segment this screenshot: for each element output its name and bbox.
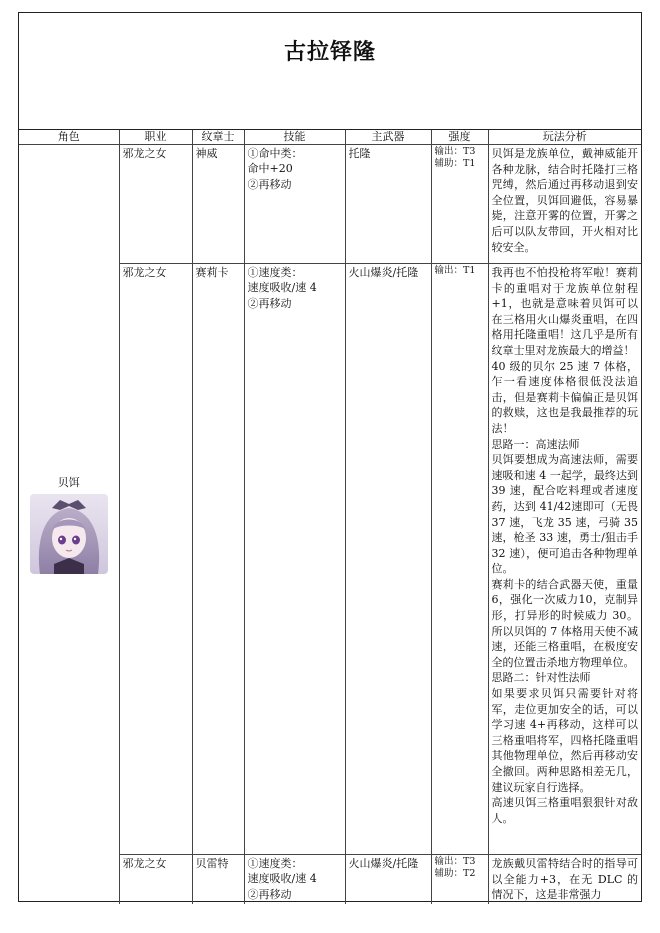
strength-line: 输出：T1 bbox=[434, 265, 476, 276]
analysis-paragraph: 贝饵是龙族单位，戴神威能开各种龙脉，结合时托隆打三格咒缚，然后通过再移动退到安全位置，贝饵回避低，容易暴毙，注意开雾的位置，开雾之后可以队友带回，开火相对比较安全。 bbox=[491, 147, 638, 254]
skill-line: 命中+20 bbox=[247, 162, 293, 176]
analysis-paragraph: 我再也不怕投枪将军啦！赛莉卡的重唱对于龙族单位射程+1，也就是意味着贝饵可以在三格用火山爆炎重唱，在四格用托隆重唱！这几乎是所有纹章士里对龙族最大的增益！ bbox=[491, 266, 638, 357]
header-analysis: 玩法分析 bbox=[488, 130, 641, 145]
strength-cell bbox=[431, 145, 488, 264]
header-row bbox=[19, 130, 641, 145]
analysis-paragraph: 高速贝饵三格重唱狠狠针对敌人。 bbox=[491, 796, 638, 825]
analysis-heading: 思路一：高速法师 bbox=[491, 437, 580, 451]
analysis-paragraph: 40 级的贝尔 25 速 7 体格，乍一看速度体格很低没法追击，但是赛莉卡偏偏正是贝饵的救赎，这也是我最推荐的玩法！ bbox=[491, 359, 638, 435]
header-emblem: 纹章士 bbox=[192, 130, 244, 145]
skill-line: ①命中类： bbox=[247, 147, 303, 160]
header-role: 角色 bbox=[19, 130, 119, 145]
analysis-cell bbox=[488, 264, 641, 855]
role-cell bbox=[19, 145, 119, 904]
skill-line: 速度吸收/速 4 bbox=[247, 281, 317, 295]
header-job: 职业 bbox=[119, 130, 192, 145]
analysis-cell bbox=[488, 145, 641, 264]
skill-line: ②再移动 bbox=[247, 177, 292, 191]
strength-cell bbox=[431, 855, 488, 904]
analysis-paragraph: 龙族戴贝雷特结合时的指导可以全能力+3，在无 DLC 的情况下，这是非常强力 bbox=[491, 857, 638, 902]
header-weapon: 主武器 bbox=[345, 130, 431, 145]
weapon-cell: 托隆 bbox=[345, 145, 431, 264]
strength-cell bbox=[431, 264, 488, 855]
job-cell: 邪龙之女 bbox=[119, 855, 192, 904]
document-page bbox=[18, 12, 642, 902]
skill-line: ①速度类： bbox=[247, 266, 303, 279]
job-cell: 邪龙之女 bbox=[119, 145, 192, 264]
analysis-heading: 思路二：针对性法师 bbox=[491, 671, 591, 685]
skill-line: ②再移动 bbox=[247, 887, 292, 901]
header-strength: 强度 bbox=[431, 130, 488, 145]
job-cell: 邪龙之女 bbox=[119, 264, 192, 855]
skills-cell bbox=[244, 855, 345, 904]
skills-cell bbox=[244, 264, 345, 855]
build-table bbox=[19, 130, 641, 904]
emblem-cell: 贝雷特 bbox=[192, 855, 244, 904]
skill-line: ①速度类： bbox=[247, 857, 303, 870]
weapon-cell: 火山爆炎/托隆 bbox=[345, 264, 431, 855]
analysis-paragraph: 贝饵要想成为高速法师，需要速吸和速 4 一起学，最终达到 39 速，配合吃料理或者速度药，达到 41/42速即可（无畏 37 速，飞龙 35 速，弓骑 35 速，枪圣 33 速，勇士/狙击手 32 速），便可追击各种物理单位。 bbox=[491, 453, 638, 576]
strength-line: 辅助：T2 bbox=[434, 868, 476, 879]
document-title: 古拉铎隆 bbox=[283, 40, 376, 65]
header-skills: 技能 bbox=[244, 130, 345, 145]
emblem-cell: 神威 bbox=[192, 145, 244, 264]
skills-cell bbox=[244, 145, 345, 264]
title-box bbox=[19, 13, 641, 130]
analysis-paragraph: 如果要求贝饵只需要针对将军，走位更加安全的话，可以学习速 4+再移动，这样可以三格重唱将军，四格托隆重唱其他物理单位，然后再移动安全撤回。两种思路相差无几，建议玩家自行选择。 bbox=[491, 687, 638, 794]
table-row bbox=[19, 145, 641, 264]
weapon-cell: 火山爆炎/托隆 bbox=[345, 855, 431, 904]
emblem-cell: 赛莉卡 bbox=[192, 264, 244, 855]
strength-line: 输出：T3 bbox=[434, 856, 476, 867]
strength-line: 辅助：T1 bbox=[434, 158, 476, 169]
strength-line: 输出：T3 bbox=[434, 146, 476, 157]
skill-line: 速度吸收/速 4 bbox=[247, 872, 317, 886]
character-name: 贝饵 bbox=[57, 475, 80, 489]
character-avatar bbox=[30, 494, 108, 574]
analysis-cell bbox=[488, 855, 641, 904]
analysis-paragraph: 赛莉卡的结合武器天使，重量6，强化一次威力10，克制异形，打异形的时候威力 30。所以贝饵的 7 体格用天使不减速，还能三格重唱，在极度安全的位置击杀地方物理单位。 bbox=[491, 577, 638, 669]
skill-line: ②再移动 bbox=[247, 296, 292, 310]
